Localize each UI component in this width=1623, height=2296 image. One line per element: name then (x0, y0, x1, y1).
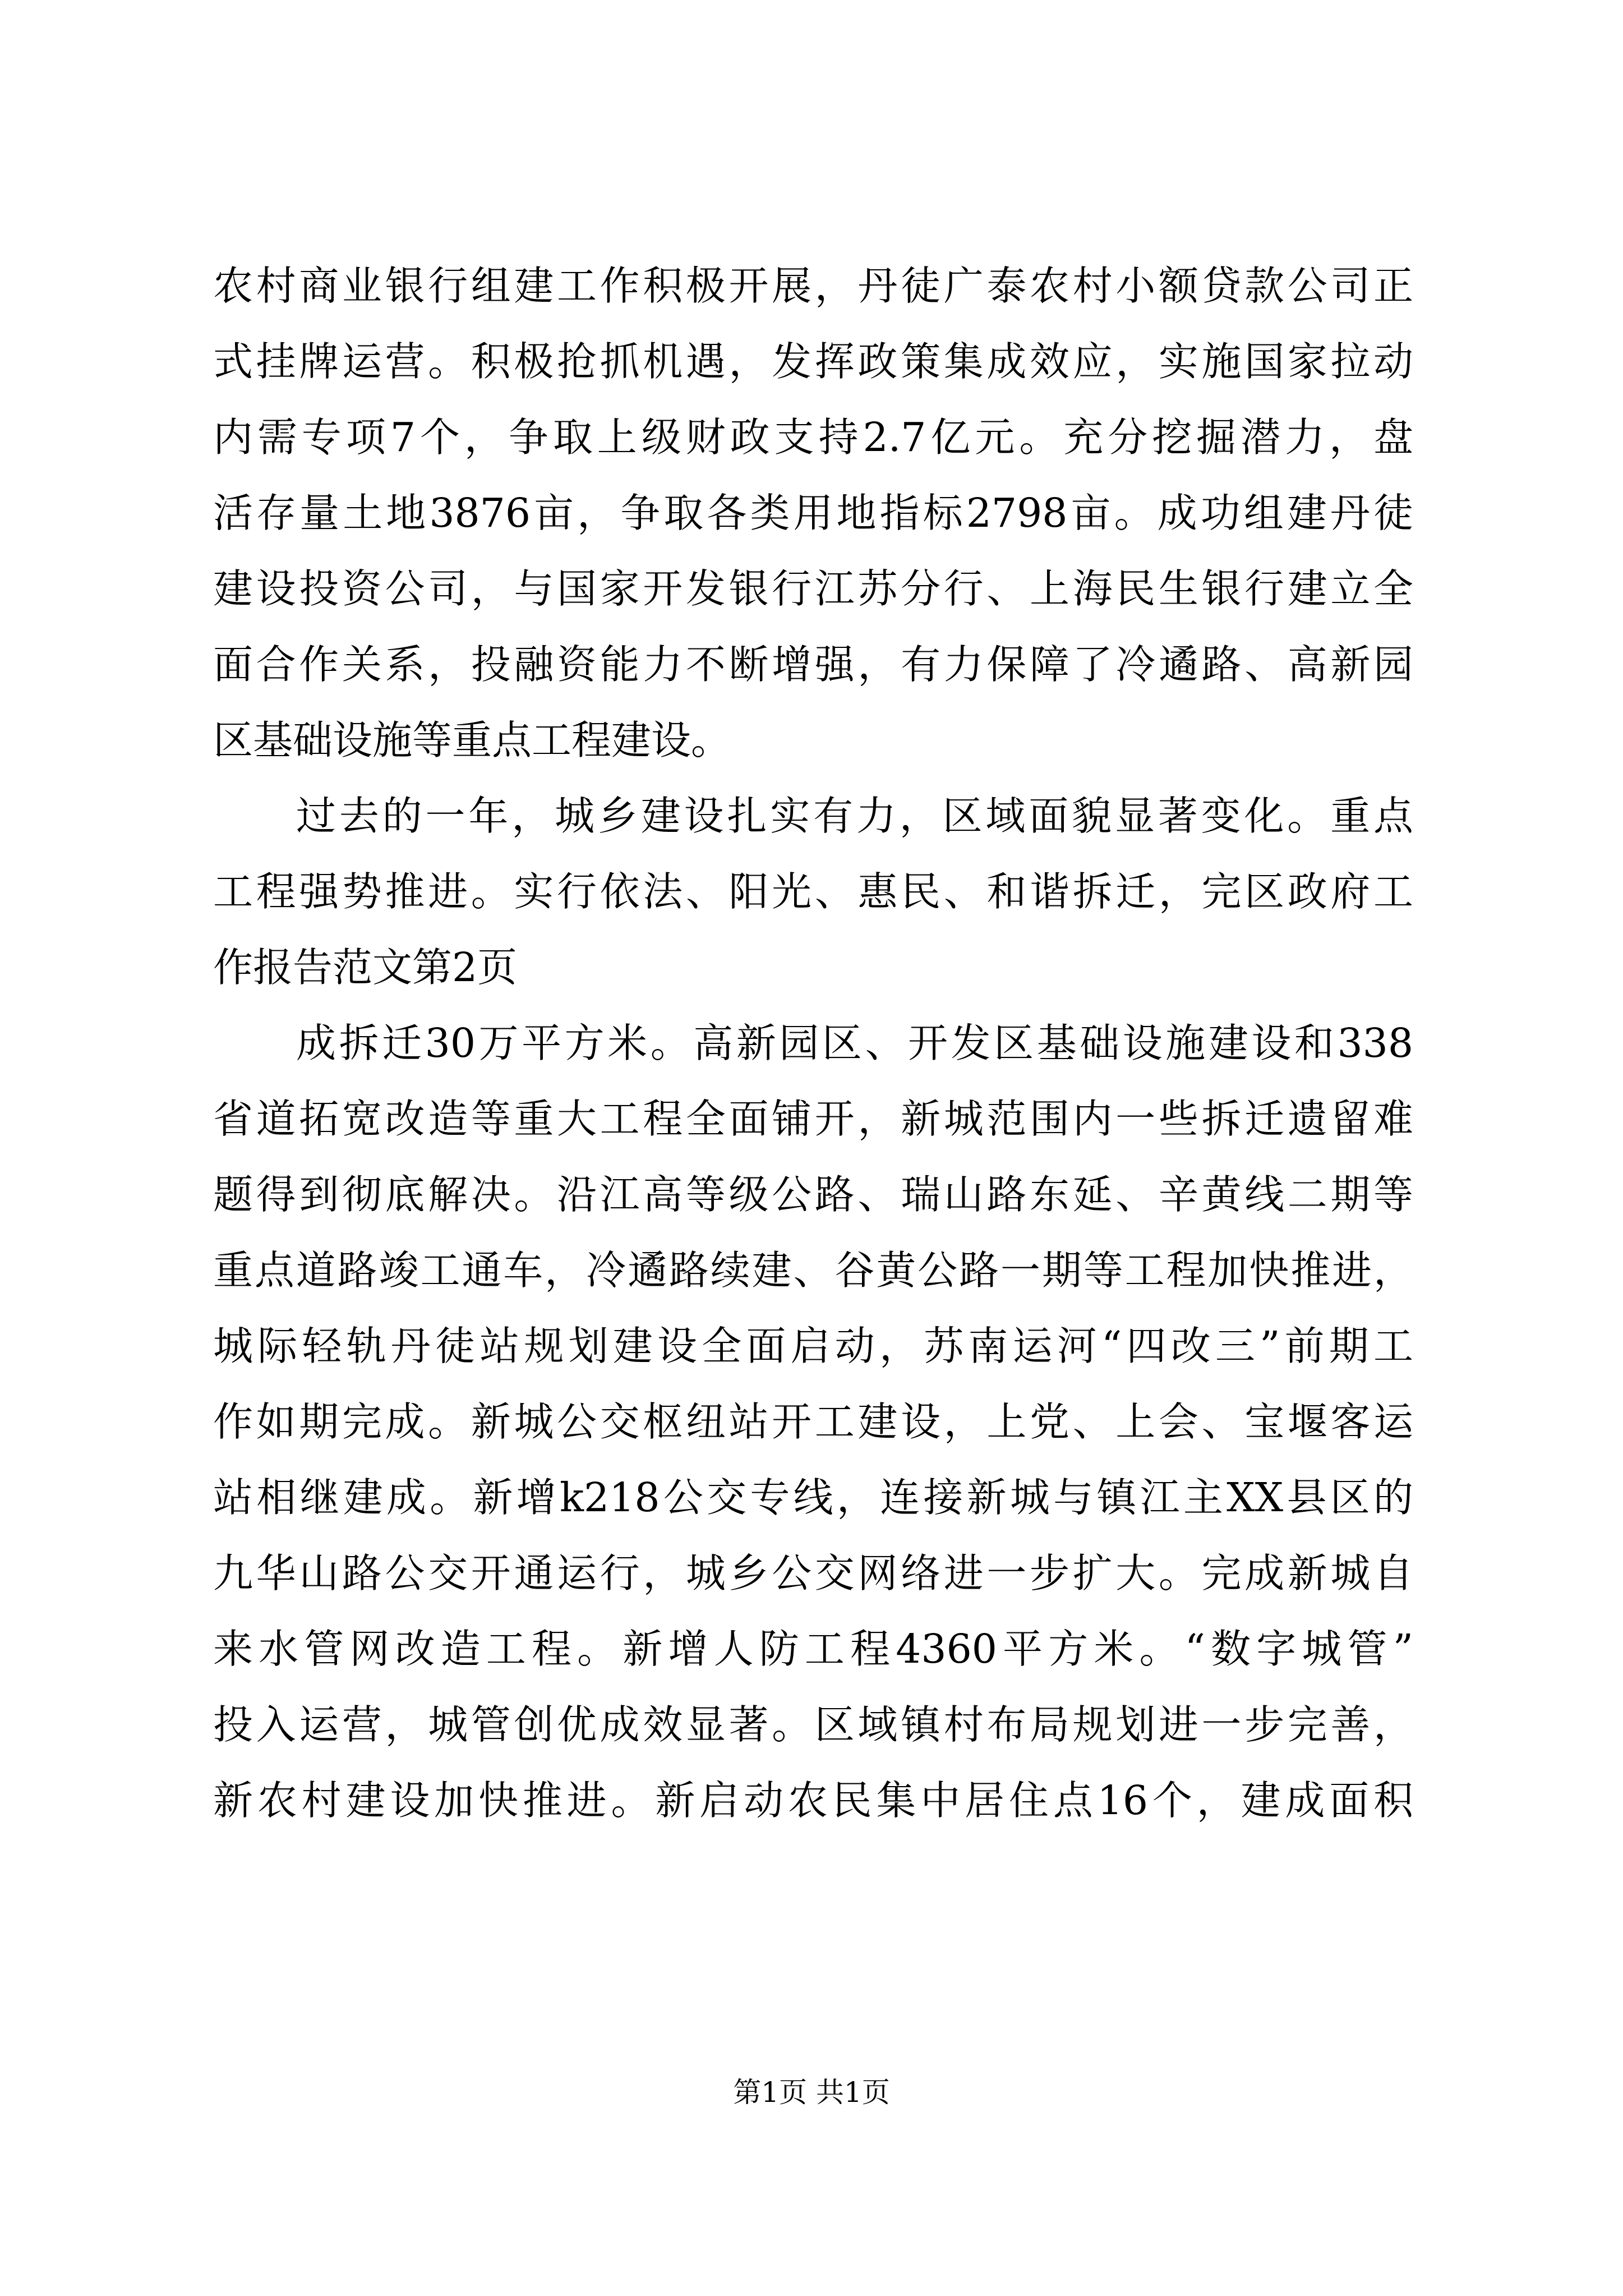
paragraph-line: 省道拓宽改造等重大工程全面铺开，新城范围内一些拆迁遗留难 (213, 1096, 1413, 1142)
paragraph-line: 面合作关系，投融资能力不断增强，有力保障了冷遹路、高新园 (213, 641, 1413, 688)
paragraph-line: 城际轻轨丹徒站规划建设全面启动，苏南运河“四改三”前期工 (213, 1323, 1413, 1369)
paragraph-line: 过去的一年，城乡建设扎实有力，区域面貌显著变化。重点 (296, 793, 1413, 839)
paragraph-line: 作报告范文第2页 (213, 944, 518, 991)
paragraph-line: 来水管网改造工程。新增人防工程4360平方米。“数字城管” (213, 1626, 1413, 1672)
paragraph-line: 新农村建设加快推进。新启动农民集中居住点16个，建成面积 (213, 1777, 1413, 1824)
paragraph-line: 成拆迁30万平方米。高新园区、开发区基础设施建设和338 (296, 1020, 1413, 1066)
paragraph-line: 工程强势推进。实行依法、阳光、惠民、和谐拆迁，完区政府工 (213, 868, 1413, 915)
paragraph-line: 农村商业银行组建工作积极开展，丹徒广泰农村小额贷款公司正 (213, 263, 1413, 309)
paragraph-line: 活存量土地3876亩，争取各类用地指标2798亩。成功组建丹徒 (213, 490, 1413, 536)
paragraph-line: 式挂牌运营。积极抢抓机遇，发挥政策集成效应，实施国家拉动 (213, 338, 1413, 385)
paragraph-line: 九华山路公交开通运行，城乡公交网络进一步扩大。完成新城自 (213, 1550, 1413, 1596)
paragraph-line: 题得到彻底解决。沿江高等级公路、瑞山路东延、辛黄线二期等 (213, 1171, 1413, 1218)
paragraph-line: 作如期完成。新城公交枢纽站开工建设，上党、上会、宝堰客运 (213, 1398, 1413, 1445)
paragraph-line: 重点道路竣工通车，冷遹路续建、谷黄公路一期等工程加快推进， (213, 1247, 1413, 1294)
paragraph-line: 站相继建成。新增k218公交专线，连接新城与镇江主XX县区的 (213, 1474, 1413, 1521)
page-footer: 第1页 共1页 (733, 2076, 890, 2109)
paragraph-line: 建设投资公司，与国家开发银行江苏分行、上海民生银行建立全 (213, 565, 1413, 612)
paragraph-line: 投入运营，城管创优成效显著。区域镇村布局规划进一步完善， (213, 1701, 1413, 1748)
paragraph-line: 区基础设施等重点工程建设。 (213, 717, 731, 763)
paragraph-line: 内需专项7个，争取上级财政支持2.7亿元。充分挖掘潜力，盘 (213, 414, 1413, 461)
